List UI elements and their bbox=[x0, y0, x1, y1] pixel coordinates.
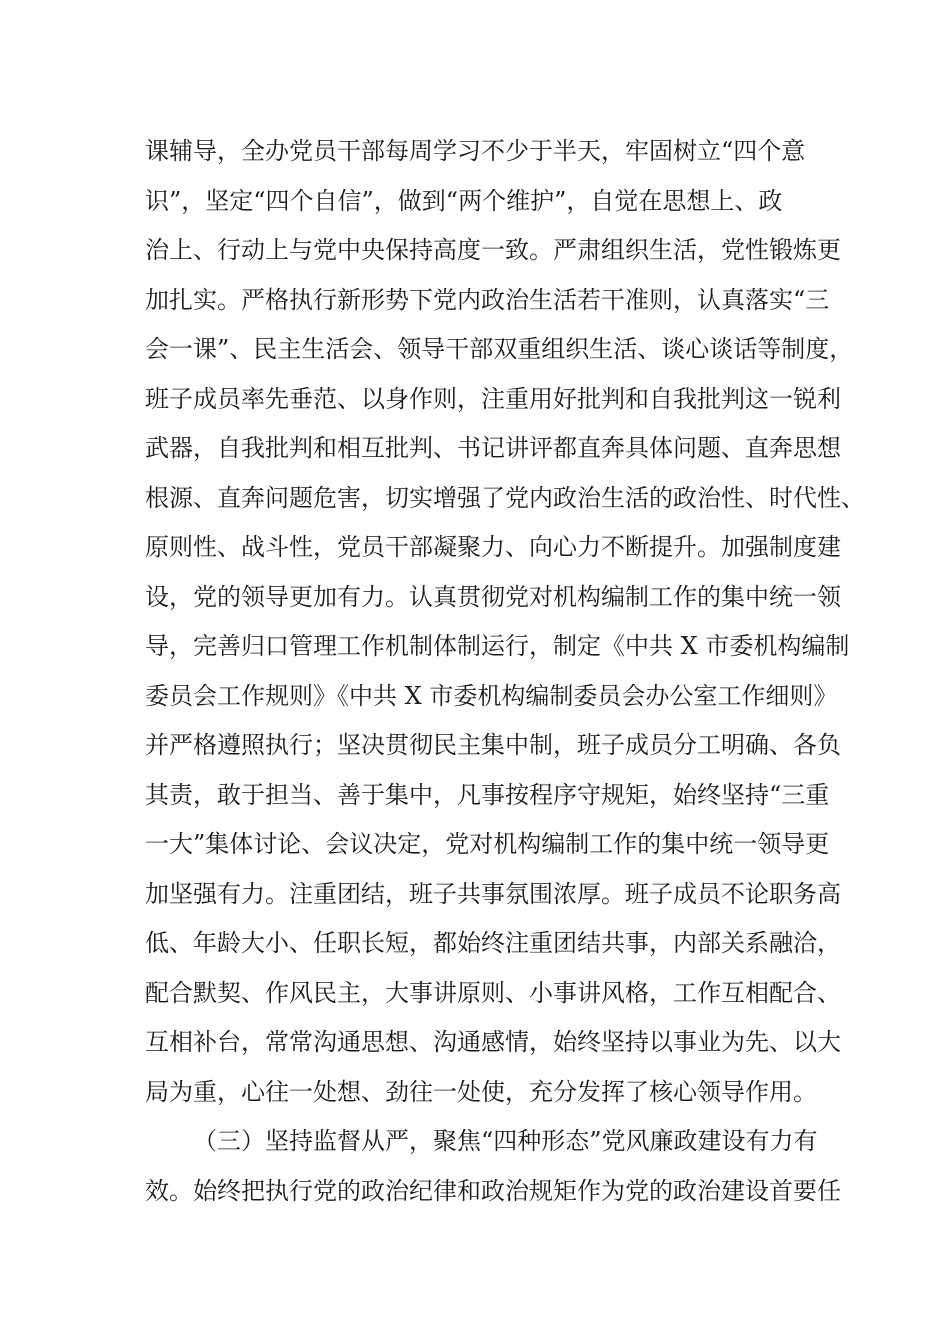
text-line-16: 加坚强有力。注重团结，班子共事氛围浓厚。班子成员不论职务高 bbox=[145, 879, 841, 908]
text-line-9: 原则性、战斗性，党员干部凝聚力、向心力不断提升。加强制度建 bbox=[145, 533, 841, 561]
text-line-4: 加扎实。严格执行新形势下党内政治生活若干准则，认真落实“三 bbox=[145, 285, 830, 314]
text-line-6: 班子成员率先垂范、以身作则，注重用好批判和自我批判这一锐利 bbox=[145, 384, 841, 413]
text-line-11: 导，完善归口管理工作机制体制运行，制定《中共 X 市委机构编制 bbox=[145, 632, 850, 660]
text-line-8: 根源、直奔问题危害，切实增强了党内政治生活的政治性、时代性、 bbox=[145, 483, 865, 512]
text-line-12: 委员会工作规则》《中共 X 市委机构编制委员会办公室工作细则》 bbox=[145, 681, 838, 710]
text-line-15: 一大”集体讨论、会议决定，党对机构编制工作的集中统一领导更 bbox=[145, 830, 830, 858]
text-line-13: 并严格遵照执行；坚决贯彻民主集中制，班子成员分工明确、各负 bbox=[145, 731, 841, 759]
text-line-20: 局为重，心往一处想、劲往一处使，充分发挥了核心领导作用。 bbox=[145, 1077, 817, 1106]
text-line-5: 会一课”、民主生活会、领导干部双重组织生活、谈心谈话等制度， bbox=[145, 335, 854, 363]
text-line-18: 配合默契、作风民主，大事讲原则、小事讲风格，工作互相配合、 bbox=[145, 978, 841, 1007]
text-line-19: 互相补台，常常沟通思想、沟通感情，始终坚持以事业为先、以大 bbox=[145, 1028, 841, 1056]
body-text bbox=[145, 127, 865, 1216]
text-line-7: 武器，自我批判和相互批判、书记讲评都直奔具体问题、直奔思想 bbox=[145, 434, 841, 462]
text-line-14: 其责，敢于担当、善于集中，凡事按程序守规矩，始终坚持“三重 bbox=[145, 780, 830, 809]
text-line-10: 设，党的领导更加有力。认真贯彻党对机构编制工作的集中统一领 bbox=[145, 582, 841, 611]
text-line-22: 效。始终把执行党的政治纪律和政治规矩作为党的政治建设首要任 bbox=[145, 1176, 841, 1205]
section-heading-line: （三）坚持监督从严，聚焦“四种形态”党风廉政建设有力有 bbox=[193, 1127, 818, 1155]
text-line-2: 识”，坚定“四个自信”，做到“两个维护”，自觉在思想上、政 bbox=[145, 186, 783, 215]
text-line-3: 治上、行动上与党中央保持高度一致。严肃组织生活，党性锻炼更 bbox=[145, 236, 841, 264]
text-line-17: 低、年龄大小、任职长短，都始终注重团结共事，内部关系融洽， bbox=[145, 929, 841, 957]
text-line-1: 课辅导，全办党员干部每周学习不少于半天，牢固树立“四个意 bbox=[145, 137, 806, 165]
